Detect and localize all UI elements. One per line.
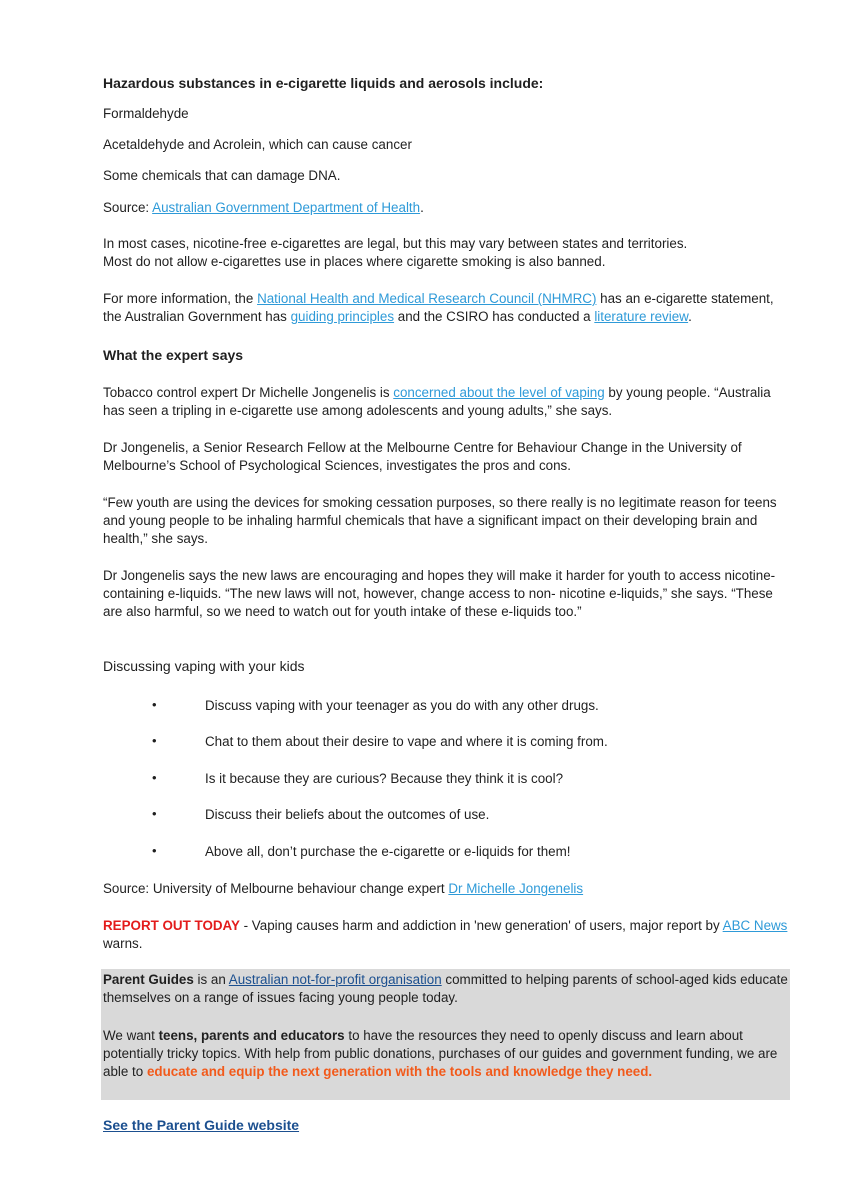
legal-paragraph: [103, 235, 793, 271]
footer: [103, 1116, 793, 1134]
expert-paragraph-1: [103, 384, 793, 420]
nhmrc-link[interactable]: National Health and Medical Research Council (NHMRC): [257, 291, 597, 306]
legal-line-2: Most do not allow e-cigarettes use in places where cigarette smoking is also banned.: [103, 254, 606, 269]
more-info-text: For more information, the: [103, 291, 258, 306]
expert-paragraph-4: Dr Jongenelis says the new laws are encouraging and hopes they will make it harder for youth to access nicotine-containing e-liquids. “The new laws will not, however, change access to non- nicotine e-liquids,” she says. “These are also harmful, so we need to watch out for youth intake of these e-liquids too.”: [103, 568, 776, 619]
discuss-item: Discuss their beliefs about the outcomes of use.: [205, 807, 490, 822]
about-text: committed to helping parents of school-aged kids educate themselves on a range of issues facing young people today.: [103, 972, 788, 1005]
expert-paragraph-2: Dr Jongenelis, a Senior Research Fellow at the Melbourne Centre for Behaviour Change in the University of Melbourne’s School of Psychological Sciences, investigates the pros and cons.: [103, 440, 742, 473]
expert-text: Tobacco control expert Dr Michelle Jongenelis is: [103, 385, 394, 400]
report-paragraph: [103, 917, 793, 953]
about-text: We want: [103, 1028, 159, 1043]
discuss-source-label: Source: University of Melbourne behaviour change expert: [103, 881, 449, 896]
discuss-item: Chat to them about their desire to vape and where it is coming from.: [205, 734, 608, 749]
discuss-item: Is it because they are curious? Because they think it is cool?: [205, 771, 564, 786]
report-end: warns.: [103, 936, 143, 951]
more-info-text: and the CSIRO has conducted a: [394, 309, 595, 324]
hazard-item: Acetaldehyde and Acrolein, which can cause cancer: [103, 137, 412, 152]
hazard-source-end: .: [420, 200, 424, 215]
more-info-text: has an e-cigarette statement, the Australian Government has: [103, 291, 774, 324]
org-name: Parent Guides: [103, 972, 194, 987]
literature-review-link[interactable]: literature review: [594, 309, 689, 324]
bullet-marker: •: [152, 806, 157, 821]
about-paragraph-1: [103, 971, 793, 1007]
parent-guide-website-link[interactable]: See the Parent Guide website: [103, 1117, 300, 1133]
bullet-marker: •: [152, 770, 157, 785]
bullet-marker: •: [152, 697, 157, 712]
about-text: to have the resources they need to openly discuss and learn about potentially tricky topics. With help from public donations, purchases of our guides and government funding, we are able to: [103, 1028, 778, 1079]
bullet-marker: •: [152, 843, 157, 858]
expert-heading: What the expert says: [103, 347, 244, 363]
expert-text: by young people. “Australia has seen a tripling in e-cigarette use among adolescents and young adults,” she says.: [103, 385, 771, 418]
guiding-principles-link[interactable]: guiding principles: [290, 309, 395, 324]
discuss-item: Discuss vaping with your teenager as you do with any other drugs.: [205, 698, 599, 713]
bullet-marker: •: [152, 733, 157, 748]
report-text: - Vaping causes harm and addiction in 'new generation' of users, major report by: [239, 918, 723, 933]
abc-news-link[interactable]: ABC News: [722, 918, 788, 933]
more-info-text: .: [688, 309, 692, 324]
about-text: is an: [193, 972, 229, 987]
not-for-profit-link[interactable]: Australian not-for-profit organisation: [228, 972, 442, 987]
hazard-item: Some chemicals that can damage DNA.: [103, 168, 341, 183]
hazard-source: [103, 199, 793, 217]
expert-paragraph-3: “Few youth are using the devices for smoking cessation purposes, so there really is no legitimate reason for teens and young people to be inhaling harmful chemicals that have a significant impact on their developing brain and health,” she says.: [103, 495, 777, 546]
mission-emphasis: educate and equip the next generation with the tools and knowledge they need.: [146, 1064, 653, 1079]
hazard-item: Formaldehyde: [103, 106, 189, 121]
hazard-source-label: Source:: [103, 200, 153, 215]
audience-emphasis: teens, parents and educators: [158, 1028, 345, 1043]
more-info-paragraph: [103, 290, 793, 326]
legal-line-1: In most cases, nicotine-free e-cigarettes are legal, but this may vary between states and territories.: [103, 236, 688, 251]
michelle-jongenelis-link[interactable]: Dr Michelle Jongenelis: [448, 881, 584, 896]
concerned-about-vaping-link[interactable]: concerned about the level of vaping: [393, 385, 605, 400]
discuss-source: [103, 880, 793, 898]
discuss-heading: Discussing vaping with your kids: [103, 658, 305, 674]
health-department-link[interactable]: Australian Government Department of Health: [152, 200, 421, 215]
hazard-heading: Hazardous substances in e-cigarette liquids and aerosols include:: [103, 75, 544, 91]
discuss-item: Above all, don’t purchase the e-cigarette or e-liquids for them!: [205, 844, 571, 859]
report-label: REPORT OUT TODAY: [103, 918, 240, 933]
about-paragraph-2: [103, 1027, 793, 1081]
